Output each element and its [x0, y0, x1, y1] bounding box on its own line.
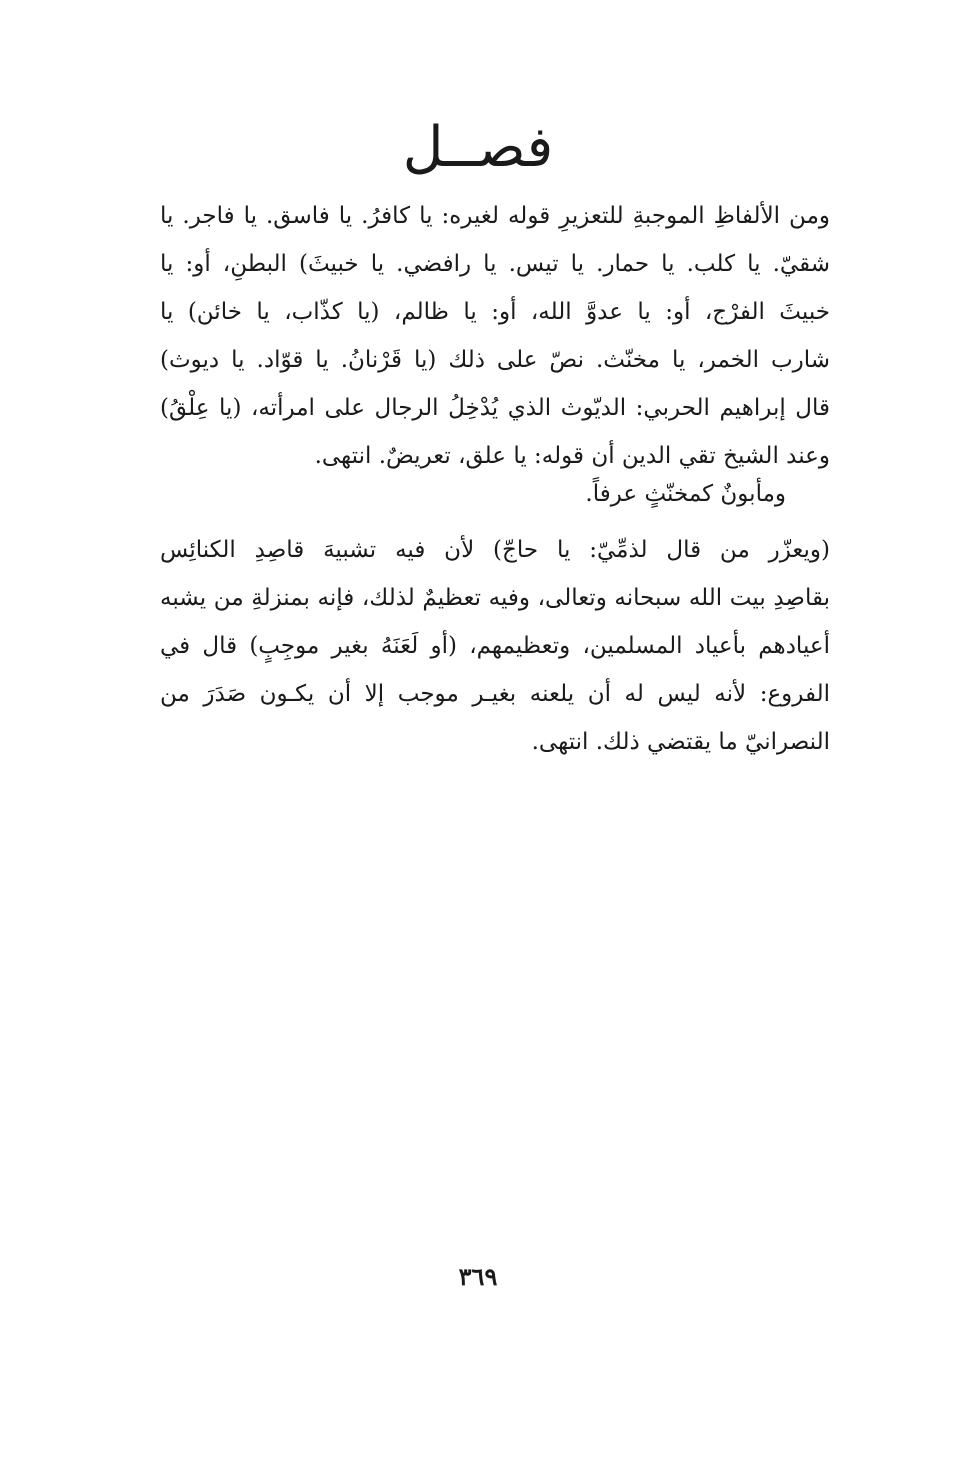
paragraph-3	[160, 526, 830, 766]
paragraph-line: الفروع: لأنه ليس له أن يلعنه بغيـر موجب إلا أن يكـون صَدَرَ من	[160, 681, 830, 707]
paragraph-2	[160, 470, 830, 518]
paragraph-line: (ويعزّر من قال لذمِّيّ: يا حاجّ) لأن فيه تشبيهَ قاصِدِ الكنائِس	[160, 537, 830, 563]
paragraph-line: النصرانيّ ما يقتضي ذلك. انتهى.	[531, 729, 830, 755]
page-number: ٣٦٩	[458, 1262, 498, 1291]
paragraph-line: وعند الشيخ تقي الدين أن قوله: يا علق، تعريضٌ. انتهى.	[314, 443, 830, 469]
paragraph-line: شقيّ. يا كلب. يا حمار. يا تيس. يا رافضي. يا خبيثَ) البطنِ، أو: يا	[160, 251, 830, 277]
paragraph-line: أعيادهم بأعياد المسلمين، وتعظيمهم، (أو لَعَنَهُ بغير موجِبٍ) قال في	[160, 633, 830, 659]
paragraph-line: ومأبونٌ كمخنّثٍ عرفاً.	[585, 481, 786, 507]
paragraph-line: شارب الخمر، يا مخنّث. نصّ على ذلك (يا قَرْنانُ. يا قوّاد. يا ديوث)	[160, 347, 830, 373]
paragraph-line: بقاصِدِ بيت الله سبحانه وتعالى، وفيه تعظيمٌ لذلك، فإنه بمنزلةِ من يشبه	[160, 585, 830, 611]
paragraph-line: خبيثَ الفرْج، أو: يا عدوَّ الله، أو: يا ظالم، (يا كذّاب، يا خائن) يا	[160, 299, 830, 325]
paragraph-line: قال إبراهيم الحربي: الديّوث الذي يُدْخِلُ الرجال على امرأته، (يا عِلْقُ)	[160, 395, 830, 421]
paragraph-1	[160, 192, 830, 480]
section-heading: فصــل	[402, 115, 554, 180]
paragraph-line: ومن الألفاظِ الموجبةِ للتعزيرِ قوله لغيره: يا كافرُ. يا فاسق. يا فاجر. يا	[160, 203, 830, 229]
